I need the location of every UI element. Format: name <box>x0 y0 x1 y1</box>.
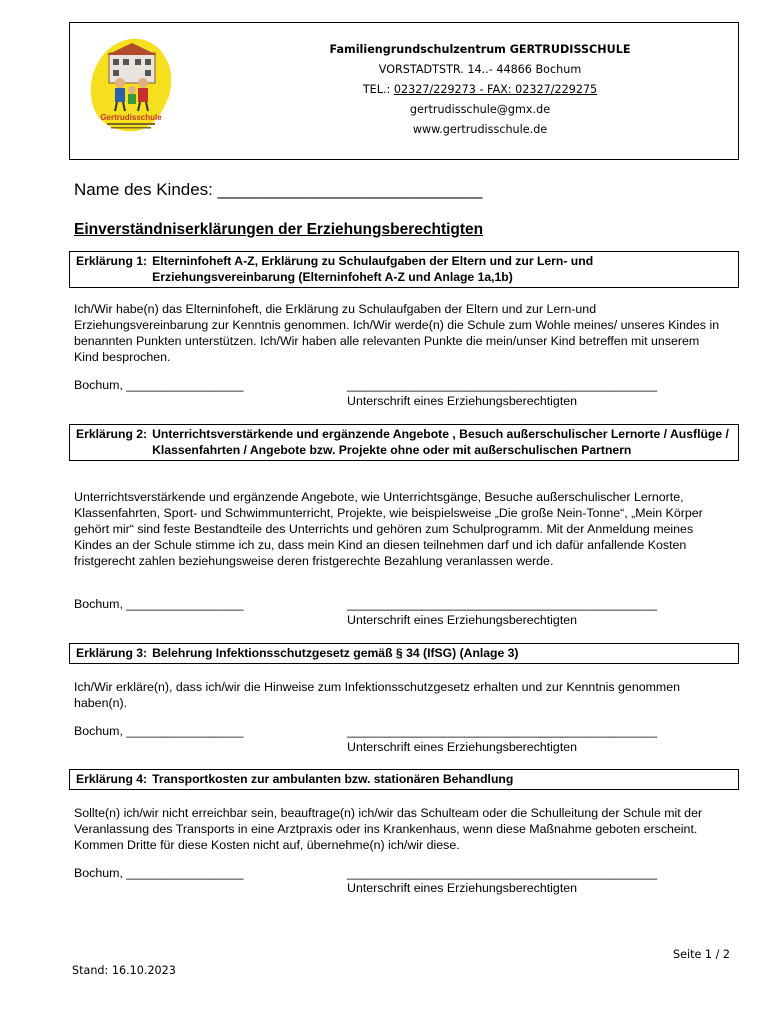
declaration-3-text: Ich/Wir erkläre(n), dass ich/wir die Hinweise zum Infektionsschutzgesetz erhalten und zur Kenntnis genommen haben(n). <box>74 680 681 710</box>
declaration-3-signature-line[interactable]: _____________________________________________ <box>347 724 658 738</box>
school-name: Familiengrundschulzentrum GERTRUDISSCHULE <box>329 43 631 56</box>
declaration-2-signature-caption: Unterschrift eines Erziehungsberechtigten <box>347 613 578 627</box>
svg-text:Gertrudisschule: Gertrudisschule <box>100 113 162 122</box>
declaration-2-signature-line[interactable]: _____________________________________________ <box>347 597 658 611</box>
declaration-2-place-date[interactable]: Bochum, _________________ <box>74 597 244 611</box>
declaration-1-text: Ich/Wir habe(n) das Elterninfoheft, die Erklärung zu Schulaufgaben der Eltern und zur Lern-und Erziehungsvereinbarung zur Kenntnis genommen. Ich/Wir werde(n) die Schule zum Wohle meines/ unseres Kindes in benannten Punkten unterstützen. Ich/Wir haben alle relevanten Punkte die mein/unser Kind betreffen mit unserem Kind besprochen. <box>74 302 720 364</box>
declaration-4-signature-line[interactable]: _____________________________________________ <box>347 866 658 880</box>
school-contact-block <box>250 40 710 140</box>
revision-date: Stand: 16.10.2023 <box>72 964 176 977</box>
declaration-3-signature-caption: Unterschrift eines Erziehungsberechtigten <box>347 740 578 754</box>
declaration-4-signature-caption: Unterschrift eines Erziehungsberechtigten <box>347 881 578 895</box>
declaration-1-place-date[interactable]: Bochum, _________________ <box>74 378 244 392</box>
child-name-field[interactable]: Name des Kindes: ____________________________ <box>74 180 483 199</box>
declaration-1-signature-line[interactable]: _____________________________________________ <box>347 378 658 392</box>
school-logo <box>87 35 175 135</box>
letterhead-box <box>69 22 739 160</box>
page-number: Seite 1 / 2 <box>673 948 731 961</box>
declaration-4-header: Erklärung 4: Transportkosten zur ambulanten bzw. stationären Behandlung <box>69 769 739 790</box>
page-title: Einverständniserklärungen der Erziehungsberechtigten <box>74 221 484 238</box>
school-email: gertrudisschule@gmx.de <box>409 103 551 116</box>
school-address: VORSTADTSTR. 14..- 44866 Bochum <box>378 63 582 76</box>
declaration-2-text: Unterrichtsverstärkende und ergänzende Angebote, wie Unterrichtsgänge, Besuche außerschulischer Lernorte, Klassenfahrten, Sport- und Schwimmunterricht, Projekte, wie beispielsweise „Die große Nein-Tonne“, „Mein Körper gehört mir“ sind feste Bestandteile des Unterrichts und gehören zum Schulprogramm. Mit der Anmeldung meines Kindes an der Schule stimme ich zu, dass mein Kind an diesen teilnehmen darf und ich dafür anfallende Kosten fristgerecht zahlen beziehungsweise deren fristgerechte Bezahlung veranlassen werde. <box>74 490 703 568</box>
school-phone: TEL.: 02327/229273 - FAX: 02327/229275 <box>362 83 598 96</box>
declaration-1-signature-caption: Unterschrift eines Erziehungsberechtigten <box>347 394 578 408</box>
declaration-3-place-date[interactable]: Bochum, _________________ <box>74 724 244 738</box>
declaration-1-header: Erklärung 1: Elterninfoheft A-Z, Erklärung zu Schulaufgaben der Eltern und zur Lern- und Erziehungsvereinbarung (Elterninfoheft A-Z und Anlage 1a,1b) <box>69 251 739 288</box>
declaration-3-header: Erklärung 3: Belehrung Infektionsschutzgesetz gemäß § 34 (IfSG) (Anlage 3) <box>69 643 739 664</box>
declaration-4-place-date[interactable]: Bochum, _________________ <box>74 866 244 880</box>
school-website: www.gertrudisschule.de <box>412 123 548 136</box>
declaration-4-text: Sollte(n) ich/wir nicht erreichbar sein, beauftrage(n) ich/wir das Schulteam oder die Schulleitung der Schule mit der Veranlassung des Transports in eine Arztpraxis oder ins Krankenhaus, wenn diese Maßnahme geboten erscheint. Kommen Dritte für diese Kosten nicht auf, übernehme(n) ich/wir diese. <box>74 806 703 852</box>
declaration-2-header: Erklärung 2: Unterrichtsverstärkende und ergänzende Angebote , Besuch außerschulischer Lernorte / Ausflüge / Klassenfahrten / Angebote bzw. Projekte ohne oder mit außerschulischen Partnern <box>69 424 739 461</box>
